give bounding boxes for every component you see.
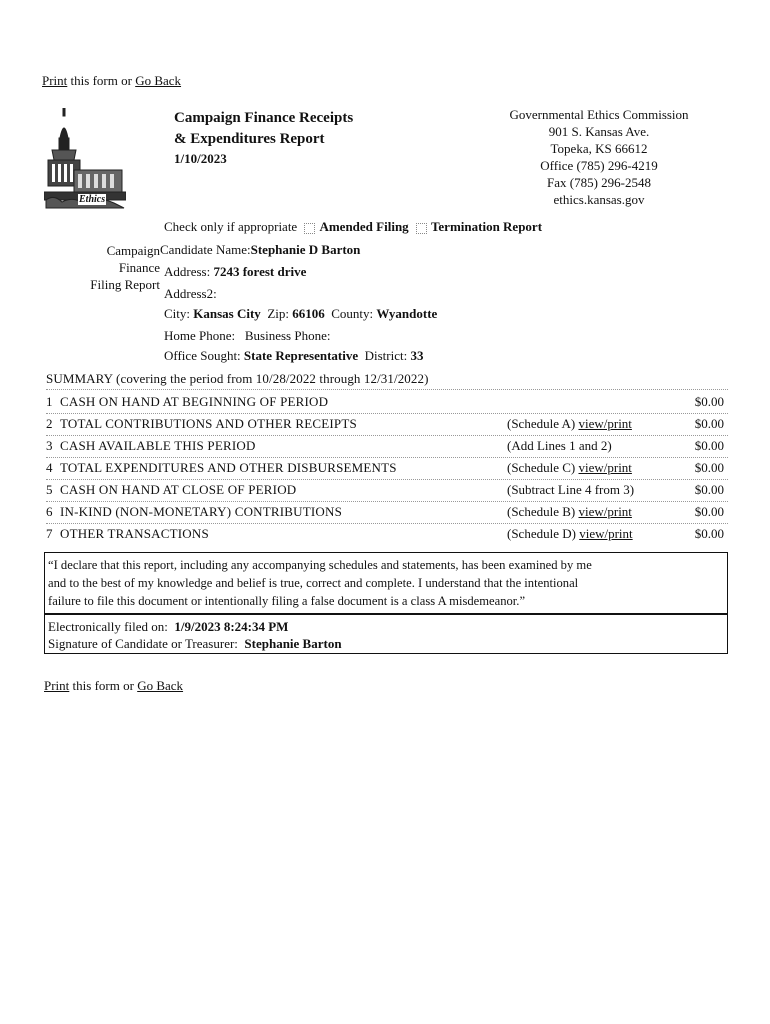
declaration-line-1: “I declare that this report, including any accompanying schedules and statements, has been examined by me — [48, 558, 592, 572]
row-label: CASH AVAILABLE THIS PERIOD — [60, 438, 256, 453]
office-label: Office Sought: — [164, 348, 241, 363]
side-label-filing-report: Filing Report — [90, 277, 160, 292]
filed-on-value: 1/9/2023 8:24:34 PM — [174, 619, 289, 634]
row-amount: $0.00 — [694, 416, 724, 431]
termination-checkbox[interactable] — [416, 223, 427, 234]
candidate-name-label: Candidate Name: — [160, 242, 251, 257]
row-number: 2 — [46, 416, 53, 431]
address-label: Address: — [164, 264, 211, 279]
row-amount: $0.00 — [694, 482, 724, 497]
phone-row — [164, 328, 330, 344]
row-number: 3 — [46, 438, 53, 453]
agency-city: Topeka, KS 66612 — [550, 141, 648, 156]
schedule-b-view-print-link[interactable]: view/print — [578, 504, 632, 519]
row-number: 1 — [46, 394, 53, 409]
row-label: CASH ON HAND AT CLOSE OF PERIOD — [60, 482, 297, 497]
title-line-2: & Expenditures Report — [174, 131, 325, 147]
top-nav — [42, 73, 181, 89]
signer-label: Signature of Candidate or Treasurer: — [48, 636, 238, 651]
nav-text-bottom: this form or — [69, 678, 138, 693]
row-amount: $0.00 — [694, 394, 724, 409]
check-label: Check only if appropriate — [164, 219, 298, 234]
declaration-text — [48, 556, 592, 610]
print-link-bottom[interactable]: Print — [44, 678, 70, 693]
row-schedule — [507, 416, 632, 432]
termination-label: Termination Report — [430, 219, 543, 234]
summary-row-7 — [46, 523, 728, 545]
report-title — [174, 108, 353, 168]
title-line-1: Campaign Finance Receipts — [174, 110, 354, 126]
filing-type-row — [164, 219, 542, 235]
bottom-nav — [44, 678, 183, 694]
schedule-d-view-print-link[interactable]: view/print — [579, 526, 633, 541]
city-label: City: — [164, 306, 191, 321]
address2-label: Address2: — [164, 286, 217, 301]
summary-heading: SUMMARY (covering the period from 10/28/2022 through 12/31/2022) — [46, 371, 429, 386]
go-back-link[interactable]: Go Back — [135, 73, 182, 88]
go-back-link-bottom[interactable]: Go Back — [137, 678, 184, 693]
district-value: 33 — [410, 348, 424, 363]
declaration-box — [44, 552, 728, 614]
signer-value: Stephanie Barton — [244, 636, 342, 651]
signature-box — [44, 614, 728, 654]
row-schedule — [507, 504, 632, 520]
zip-label: Zip: — [267, 306, 289, 321]
row-label: CASH ON HAND AT BEGINNING OF PERIOD — [60, 394, 329, 409]
amended-label: Amended Filing — [319, 219, 409, 234]
print-link[interactable]: Print — [42, 73, 68, 88]
summary-row-1 — [46, 391, 728, 414]
amended-checkbox[interactable] — [304, 223, 315, 234]
summary-row-4 — [46, 457, 728, 480]
address2-row — [164, 286, 217, 302]
schedule-text: (Schedule D) — [507, 526, 580, 541]
side-label-campaign: Campaign — [106, 243, 160, 258]
candidate-name-row — [160, 242, 360, 258]
schedule-text: (Schedule A) — [507, 416, 579, 431]
agency-info — [486, 106, 712, 208]
signer-row — [48, 635, 342, 652]
report-date: 1/10/2023 — [174, 151, 227, 166]
agency-website: ethics.kansas.gov — [553, 192, 645, 207]
ethics-logo — [44, 108, 126, 210]
schedule-a-view-print-link[interactable]: view/print — [578, 416, 632, 431]
summary-row-6 — [46, 501, 728, 524]
row-number: 4 — [46, 460, 53, 475]
row-schedule: (Subtract Line 4 from 3) — [507, 482, 635, 497]
row-number: 6 — [46, 504, 53, 519]
row-label: IN-KIND (NON-MONETARY) CONTRIBUTIONS — [60, 504, 343, 519]
county-value: Wyandotte — [376, 306, 438, 321]
row-schedule — [507, 460, 632, 476]
summary-divider — [46, 389, 728, 390]
filed-on-label: Electronically filed on: — [48, 619, 168, 634]
city-value: Kansas City — [193, 306, 261, 321]
row-amount: $0.00 — [694, 504, 724, 519]
agency-fax: Fax (785) 296-2548 — [547, 175, 651, 190]
schedule-text: (Schedule C) — [507, 460, 579, 475]
row-number: 7 — [46, 526, 53, 541]
city-row — [164, 306, 437, 322]
schedule-c-view-print-link[interactable]: view/print — [578, 460, 632, 475]
filed-on-row — [48, 618, 342, 635]
side-label-finance: Finance — [118, 260, 160, 275]
summary-row-2 — [46, 413, 728, 436]
row-schedule: (Add Lines 1 and 2) — [507, 438, 612, 453]
nav-text: this form or — [67, 73, 136, 88]
row-label: OTHER TRANSACTIONS — [60, 526, 209, 541]
row-number: 5 — [46, 482, 53, 497]
business-phone-label: Business Phone: — [244, 328, 331, 343]
row-label: TOTAL CONTRIBUTIONS AND OTHER RECEIPTS — [60, 416, 357, 431]
candidate-name-value: Stephanie D Barton — [250, 242, 361, 257]
address-value: 7243 forest drive — [213, 264, 307, 279]
agency-name: Governmental Ethics Commission — [509, 107, 689, 122]
summary-row-5 — [46, 479, 728, 502]
row-label: TOTAL EXPENDITURES AND OTHER DISBURSEMENTS — [60, 460, 397, 475]
agency-office-phone: Office (785) 296-4219 — [540, 158, 658, 173]
row-amount: $0.00 — [694, 460, 724, 475]
logo-ethics-text: Ethics — [79, 194, 106, 205]
row-amount: $0.00 — [694, 438, 724, 453]
office-value: State Representative — [243, 348, 359, 363]
row-schedule — [507, 526, 633, 542]
home-phone-label: Home Phone: — [164, 328, 236, 343]
declaration-line-3: failure to file this document or intentionally filing a false document is a class A misdemeanor.” — [48, 594, 526, 608]
schedule-text: (Schedule B) — [507, 504, 579, 519]
summary-row-3 — [46, 435, 728, 458]
agency-street: 901 S. Kansas Ave. — [548, 124, 650, 139]
office-row — [164, 348, 423, 364]
county-label: County: — [331, 306, 374, 321]
zip-value: 66106 — [292, 306, 325, 321]
declaration-line-2: and to the best of my knowledge and belief is true, correct and complete. I understand that the intentional — [48, 576, 579, 590]
district-label: District: — [364, 348, 408, 363]
row-amount: $0.00 — [694, 526, 724, 541]
side-label — [68, 242, 160, 293]
address-row — [164, 264, 306, 280]
